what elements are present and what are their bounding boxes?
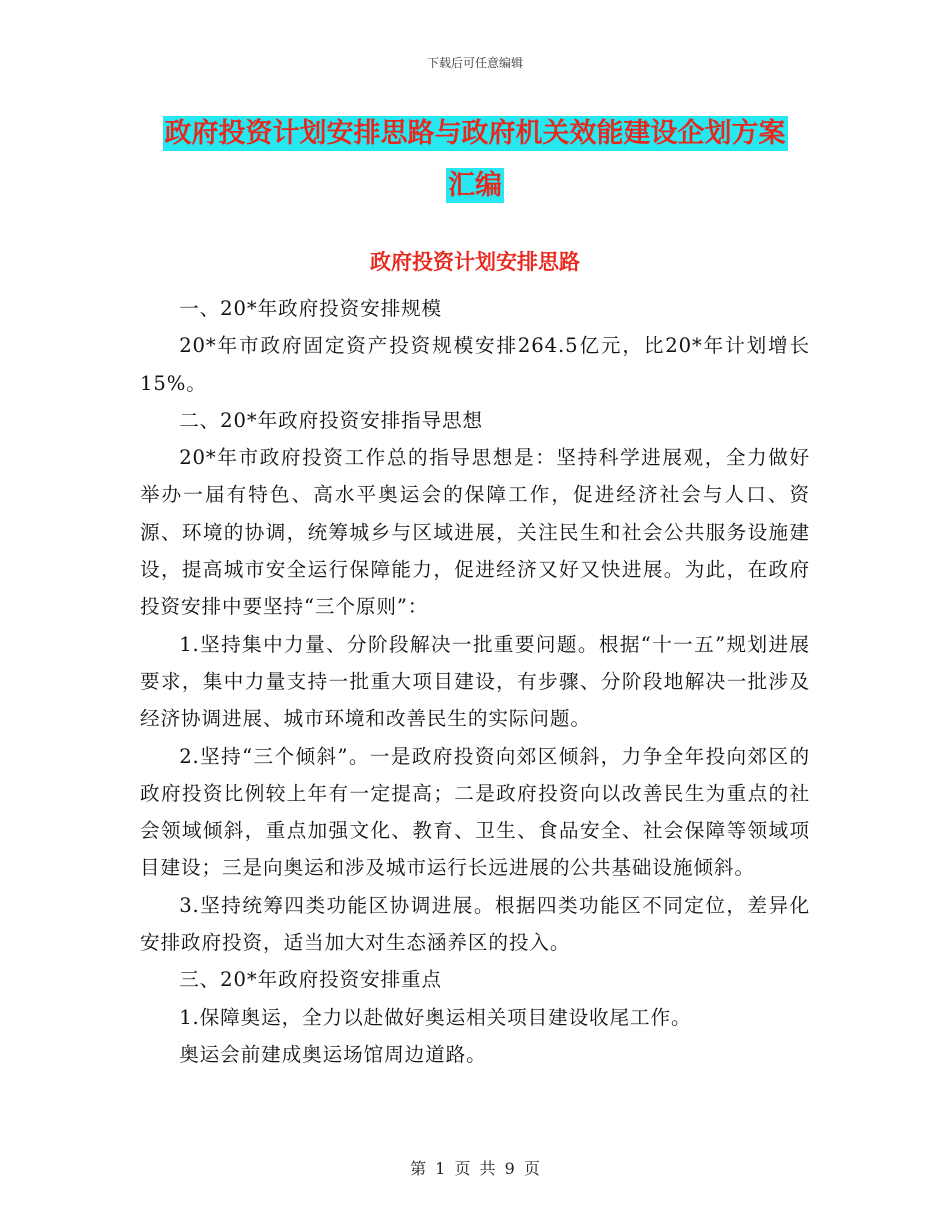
paragraph: 奥运会前建成奥运场馆周边道路。 bbox=[179, 1042, 487, 1066]
paragraph: 三、20*年政府投资安排重点 bbox=[179, 968, 443, 992]
section-title: 政府投资计划安排思路 bbox=[370, 250, 580, 274]
paragraph: 20*年市政府固定资产投资规模安排264.5亿元，比20*年计划增长15%。 bbox=[140, 334, 810, 395]
header-note: 下载后可任意编辑 bbox=[426, 56, 523, 70]
paragraph: 1.保障奥运，全力以赴做好奥运相关项目建设收尾工作。 bbox=[179, 1005, 692, 1029]
paragraph: 二、20*年政府投资安排指导思想 bbox=[179, 408, 484, 432]
paragraph: 1.坚持集中力量、分阶段解决一批重要问题。根据“十一五”规划进展要求，集中力量支持一批重大项目建设，有步骤、分阶段地解决一批涉及经济协调进展、城市环境和改善民生的实际问题。 bbox=[140, 632, 810, 731]
paragraph: 3.坚持统筹四类功能区协调进展。根据四类功能区不同定位，差异化安排政府投资，适当加大对生态涵养区的投入。 bbox=[140, 893, 810, 955]
page-number: 第 1 页 共 9 页 bbox=[410, 1159, 540, 1178]
paragraph: 2.坚持“三个倾斜”。一是政府投资向郊区倾斜，力争全年投向郊区的政府投资比例较上年有一定提高；二是政府投资向以改善民生为重点的社会领域倾斜，重点加强文化、教育、卫生、食品安全、社会保障等领域项目建设；三是向奥运和涉及城市运行长远进展的公共基础设施倾斜。 bbox=[140, 744, 810, 880]
body-content bbox=[140, 290, 810, 1073]
document-title bbox=[140, 108, 810, 212]
document-title-line-1: 政府投资计划安排思路与政府机关效能建设企划方案 bbox=[164, 118, 786, 149]
paragraph: 20*年市政府投资工作总的指导思想是：坚持科学进展观，全力做好举办一届有特色、高水平奥运会的保障工作，促进经济社会与人口、资源、环境的协调，统筹城乡与区域进展，关注民生和社会公共服务设施建设，提高城市安全运行保障能力，促进经济又好又快进展。为此，在政府投资安排中要坚持“三个原则”： bbox=[140, 446, 810, 619]
document-title-line-2: 汇编 bbox=[448, 170, 502, 201]
paragraph: 一、20*年政府投资安排规模 bbox=[179, 297, 443, 320]
